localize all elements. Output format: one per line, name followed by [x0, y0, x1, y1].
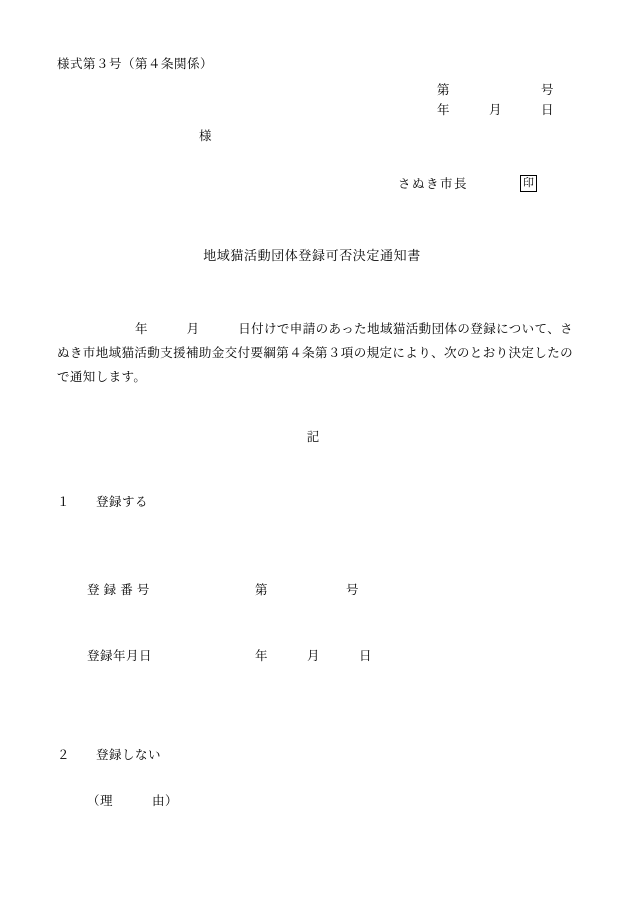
item-2-number: ２ — [57, 748, 71, 762]
issuer-line — [57, 174, 573, 194]
registration-date-label: 登録年月日 — [87, 649, 153, 663]
document-body — [57, 58, 573, 812]
reason-line: （理 由） — [87, 794, 179, 808]
item-2-label: 登録しない — [96, 748, 162, 762]
reference-date-block — [57, 80, 573, 120]
document-title: 地域猫活動団体登録可否決定通知書 — [203, 247, 421, 263]
body-paragraph — [57, 317, 573, 389]
item-1 — [57, 491, 573, 513]
form-number: 様式第３号（第４条関係） — [57, 57, 214, 71]
item-1-rows — [57, 535, 573, 711]
issue-date-line: 年 月 日 — [437, 102, 555, 117]
registration-number-label: 登 録 番 号 — [87, 583, 150, 597]
ki-mark: 記 — [306, 429, 320, 444]
item-1-label: 登録する — [96, 495, 149, 509]
registration-date-value: 年 月 日 — [255, 649, 373, 663]
item-1-number: １ — [57, 495, 71, 509]
reference-number-line: 第 号 — [437, 82, 555, 97]
item-2 — [57, 744, 573, 766]
registration-number-value: 第 号 — [255, 583, 360, 597]
body-text: 年 月 日付けで申請のあった地域猫活動団体の登録について、さぬき市地域猫活動支援補助金交付要綱第４条第３項の規定により、次のとおり決定したので通知します。 — [57, 321, 574, 384]
seal-icon: 印 — [520, 175, 537, 192]
issuer-name: さぬき市長 — [398, 176, 469, 191]
registration-date-row — [87, 645, 573, 667]
addressee-line: 様 — [199, 128, 213, 143]
registration-number-row — [87, 579, 573, 601]
